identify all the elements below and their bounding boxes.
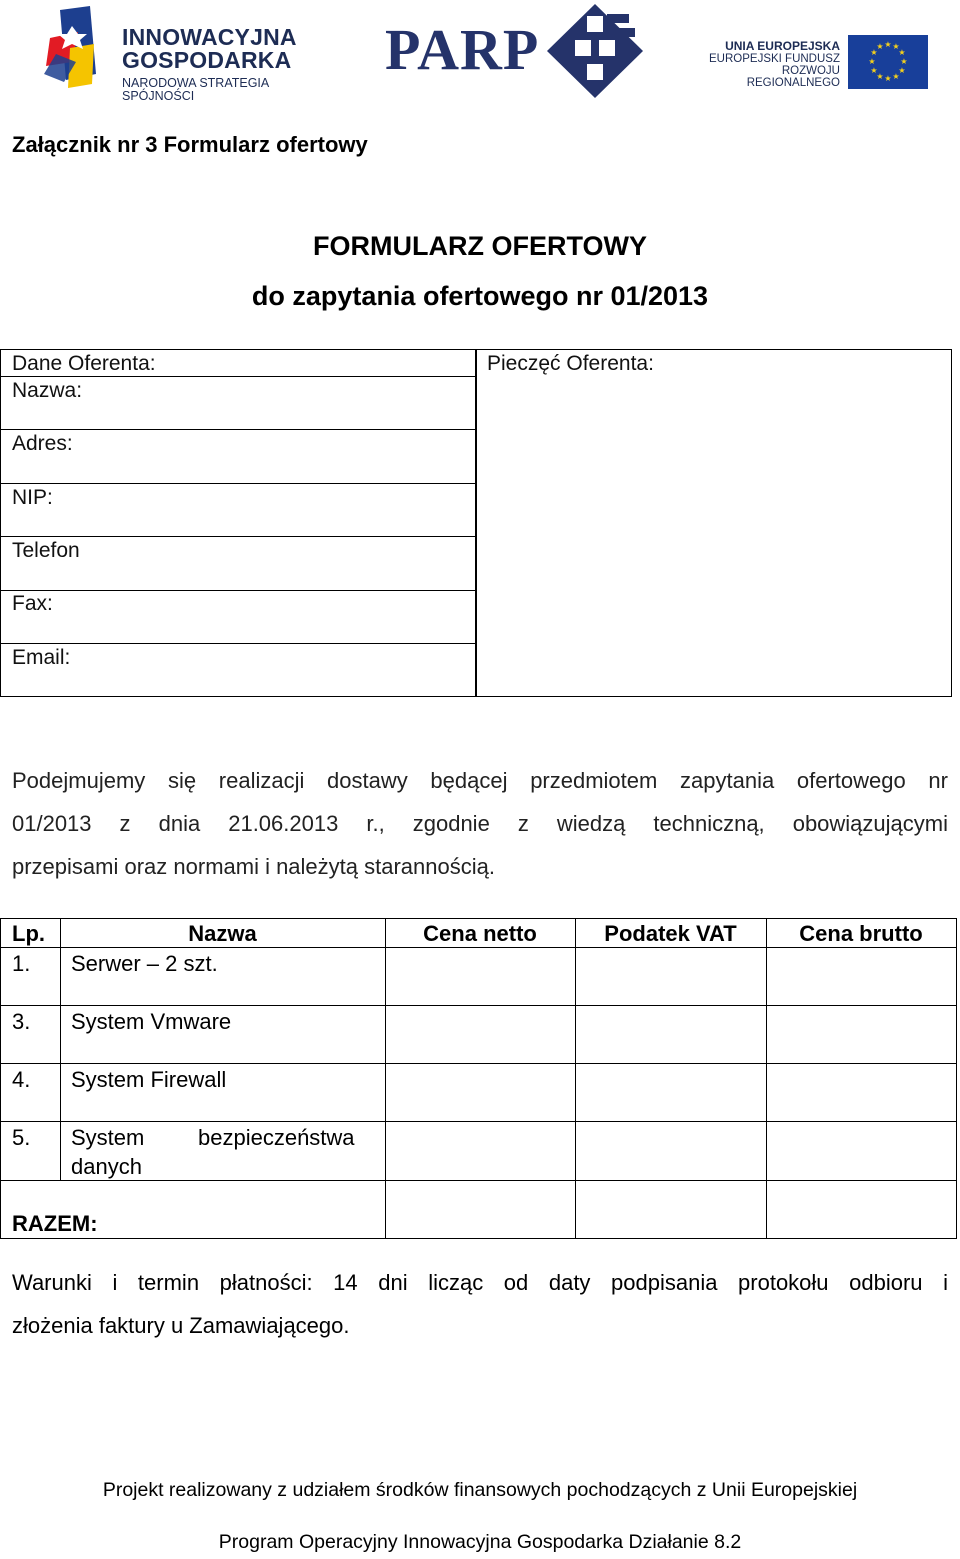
table-border <box>0 918 957 919</box>
table-border <box>575 918 576 1239</box>
field-nip-label: NIP: <box>12 486 53 509</box>
table-border <box>385 918 386 1239</box>
svg-text:★: ★ <box>898 66 906 75</box>
svg-text:★: ★ <box>884 74 892 83</box>
parp-logo <box>385 2 655 102</box>
footer-line-2: Program Operacyjny Innowacyjna Gospodarka Działanie 8.2 <box>218 1531 742 1553</box>
offerent-row-line <box>0 483 476 484</box>
ig-logo-line1: INNOWACYJNA <box>122 24 297 50</box>
th-lp: Lp. <box>12 921 45 946</box>
intro-line-1: Podejmujemy się realizacji dostawy będącej przedmiotem zapytania ofertowego nr <box>12 768 948 793</box>
innowacyjna-gospodarka-logo <box>42 4 332 103</box>
payment-line-2: złożenia faktury u Zamawiającego. <box>12 1313 350 1338</box>
th-net-price: Cena netto <box>423 921 537 946</box>
offerent-row-line <box>0 643 476 644</box>
row-lp: 4. <box>12 1067 31 1092</box>
annex-title: Załącznik nr 3 Formularz ofertowy <box>12 132 368 157</box>
th-gross-price: Cena brutto <box>799 921 923 946</box>
ig-logo-line3: NARODOWA STRATEGIA SPÓJNOŚCI <box>122 76 269 103</box>
svg-text:★: ★ <box>884 40 892 49</box>
eu-erdf-logo <box>690 30 935 98</box>
form-subtitle: do zapytania ofertowego nr 01/2013 <box>251 281 709 311</box>
row-lp: 5. <box>12 1125 31 1150</box>
row-name-part: danych <box>71 1154 142 1179</box>
row-name: Serwer – 2 szt. <box>71 951 218 976</box>
field-email-label: Email: <box>12 646 71 669</box>
svg-text:★: ★ <box>876 72 884 81</box>
intro-line-2: 01/2013 z dnia 21.06.2013 r., zgodnie z wiedzą techniczną, obowiązującymi <box>12 811 948 836</box>
table-border <box>60 918 61 1181</box>
table-border <box>0 1180 957 1181</box>
table-border <box>0 947 957 948</box>
svg-text:★: ★ <box>876 42 884 51</box>
th-name: Nazwa <box>188 921 257 946</box>
total-label: RAZEM: <box>12 1211 98 1236</box>
stamp-label: Pieczęć Oferenta: <box>487 352 654 375</box>
eu-logo-line1: UNIA EUROPEJSKA <box>725 39 840 53</box>
footer-line-1: Projekt realizowany z udziałem środków finansowych pochodzących z Unii Europejskiej <box>102 1479 858 1501</box>
table-border <box>0 918 1 1239</box>
offerent-heading: Dane Oferenta: <box>12 352 156 375</box>
parp-logo-text: PARP <box>385 17 540 82</box>
table-border <box>0 1063 957 1064</box>
svg-text:★: ★ <box>892 72 900 81</box>
eu-flag-icon <box>848 35 928 89</box>
payment-line-1: Warunki i termin płatności: 14 dni licząc od daty podpisania protokołu odbioru i <box>12 1270 948 1295</box>
row-name: System Firewall <box>71 1067 227 1092</box>
table-border <box>0 1238 957 1239</box>
svg-text:★: ★ <box>898 48 906 57</box>
offerent-row-line <box>0 429 476 430</box>
row-name-part: System <box>71 1125 145 1150</box>
form-title: FORMULARZ OFERTOWY <box>313 231 647 261</box>
row-name-part: bezpieczeństwa <box>198 1125 355 1150</box>
table-border <box>0 1121 957 1122</box>
ig-emblem-icon <box>42 4 112 92</box>
field-name-label: Nazwa: <box>12 379 83 402</box>
th-vat: Podatek VAT <box>604 921 737 946</box>
svg-text:★: ★ <box>870 66 878 75</box>
offerent-row-line <box>0 376 476 377</box>
eu-logo-line3: ROZWOJU REGIONALNEGO <box>746 64 840 89</box>
row-name: System Vmware <box>71 1009 232 1034</box>
svg-text:★: ★ <box>868 57 876 66</box>
eu-logo-line2: EUROPEJSKI FUNDUSZ <box>709 52 840 65</box>
intro-line-3: przepisami oraz normami i należytą starannością. <box>12 854 495 879</box>
ig-logo-line2: GOSPODARKA <box>122 47 292 73</box>
svg-text:★: ★ <box>892 42 900 51</box>
svg-text:★: ★ <box>900 57 908 66</box>
svg-text:★: ★ <box>870 48 878 57</box>
row-lp: 1. <box>12 951 31 976</box>
field-fax-label: Fax: <box>12 592 53 615</box>
parp-emblem-icon <box>545 2 645 100</box>
field-address-label: Adres: <box>12 432 73 455</box>
offerent-row-line <box>0 536 476 537</box>
offerent-row-line <box>0 590 476 591</box>
table-border <box>766 918 767 1239</box>
table-border <box>0 1005 957 1006</box>
field-phone-label: Telefon <box>12 539 80 562</box>
row-lp: 3. <box>12 1009 31 1034</box>
table-border <box>956 918 957 1239</box>
offerent-divider <box>475 349 477 697</box>
